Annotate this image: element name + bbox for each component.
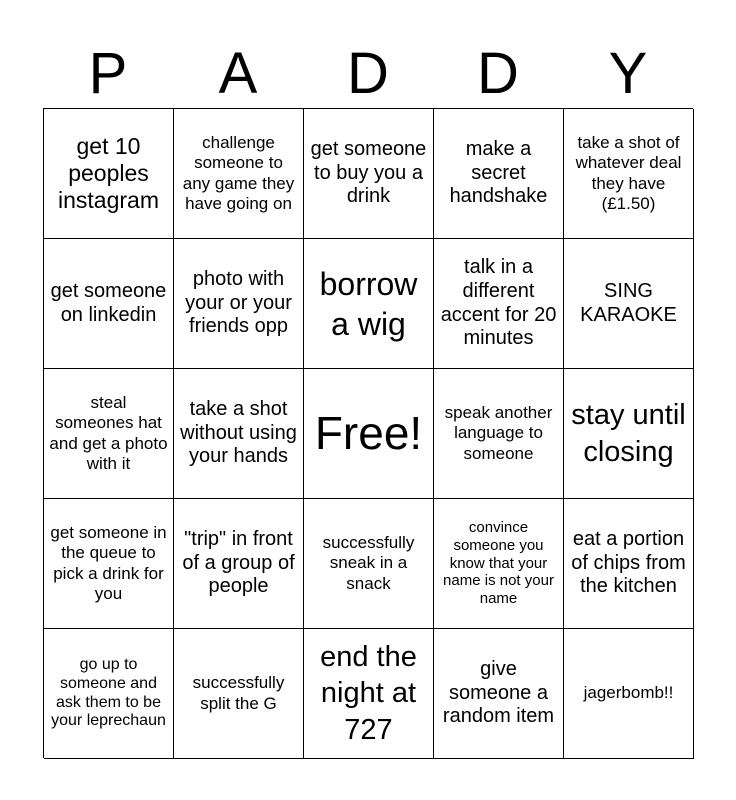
bingo-cell[interactable] [434, 239, 564, 369]
cell-text: go up to someone and ask them to be your leprechaun [51, 655, 166, 730]
bingo-cell[interactable] [44, 629, 174, 759]
header-letter-d1: D [347, 41, 389, 106]
bingo-cell[interactable] [564, 109, 694, 239]
cell-text: steal someones hat and get a photo with it [49, 393, 168, 473]
header-letter-d2: D [477, 41, 519, 106]
cell-text: jagerbomb!! [583, 683, 674, 703]
cell-text: give someone a random item [442, 658, 555, 728]
free-space[interactable] [304, 369, 434, 499]
cell-text: "trip" in front of a group of people [182, 528, 295, 598]
bingo-cell[interactable] [174, 239, 304, 369]
cell-text: get 10 peoples instagram [58, 132, 159, 214]
bingo-cell[interactable] [174, 629, 304, 759]
header-letter-p: P [88, 41, 128, 106]
bingo-cell[interactable] [174, 109, 304, 239]
bingo-cell[interactable] [44, 109, 174, 239]
bingo-cell[interactable] [564, 499, 694, 629]
bingo-cell[interactable] [564, 629, 694, 759]
free-space-label: Free! [314, 407, 423, 460]
bingo-cell[interactable] [44, 499, 174, 629]
bingo-cell[interactable] [174, 499, 304, 629]
header-letter-a: A [218, 41, 258, 106]
bingo-cell[interactable] [44, 369, 174, 499]
cell-text: SING KARAOKE [580, 279, 677, 326]
cell-text: take a shot of whatever deal they have (£1.50) [575, 133, 682, 213]
cell-text: challenge someone to any game they have going on [182, 133, 295, 213]
cell-text: get someone in the queue to pick a drink for you [50, 523, 167, 603]
cell-text: eat a portion of chips from the kitchen [571, 528, 686, 598]
bingo-cell[interactable] [434, 369, 564, 499]
bingo-cell[interactable] [304, 499, 434, 629]
cell-text: end the night at 727 [320, 641, 417, 746]
bingo-cell[interactable] [564, 369, 694, 499]
bingo-cell[interactable] [434, 629, 564, 759]
bingo-cell[interactable] [44, 239, 174, 369]
cell-text: successfully sneak in a snack [322, 533, 415, 593]
cell-text: stay until closing [571, 399, 686, 468]
bingo-grid [43, 108, 693, 758]
cell-text: successfully split the G [192, 673, 285, 713]
cell-text: photo with your or your friends opp [185, 268, 292, 338]
bingo-cell[interactable] [304, 109, 434, 239]
cell-text: borrow a wig [319, 265, 418, 342]
bingo-header [43, 40, 693, 108]
cell-text: get someone on linkedin [50, 279, 167, 326]
cell-text: make a secret handshake [449, 138, 548, 208]
bingo-cell[interactable] [564, 239, 694, 369]
bingo-cell[interactable] [174, 369, 304, 499]
cell-text: talk in a different accent for 20 minutes [440, 256, 557, 350]
cell-text: convince someone you know that your name is not your name [443, 519, 554, 608]
cell-text: take a shot without using your hands [180, 398, 297, 468]
header-letter-y: Y [608, 41, 648, 106]
bingo-cell[interactable] [434, 109, 564, 239]
bingo-cell[interactable] [434, 499, 564, 629]
bingo-cell[interactable] [304, 629, 434, 759]
cell-text: speak another language to someone [444, 403, 553, 463]
bingo-cell[interactable] [304, 239, 434, 369]
cell-text: get someone to buy you a drink [310, 138, 427, 208]
